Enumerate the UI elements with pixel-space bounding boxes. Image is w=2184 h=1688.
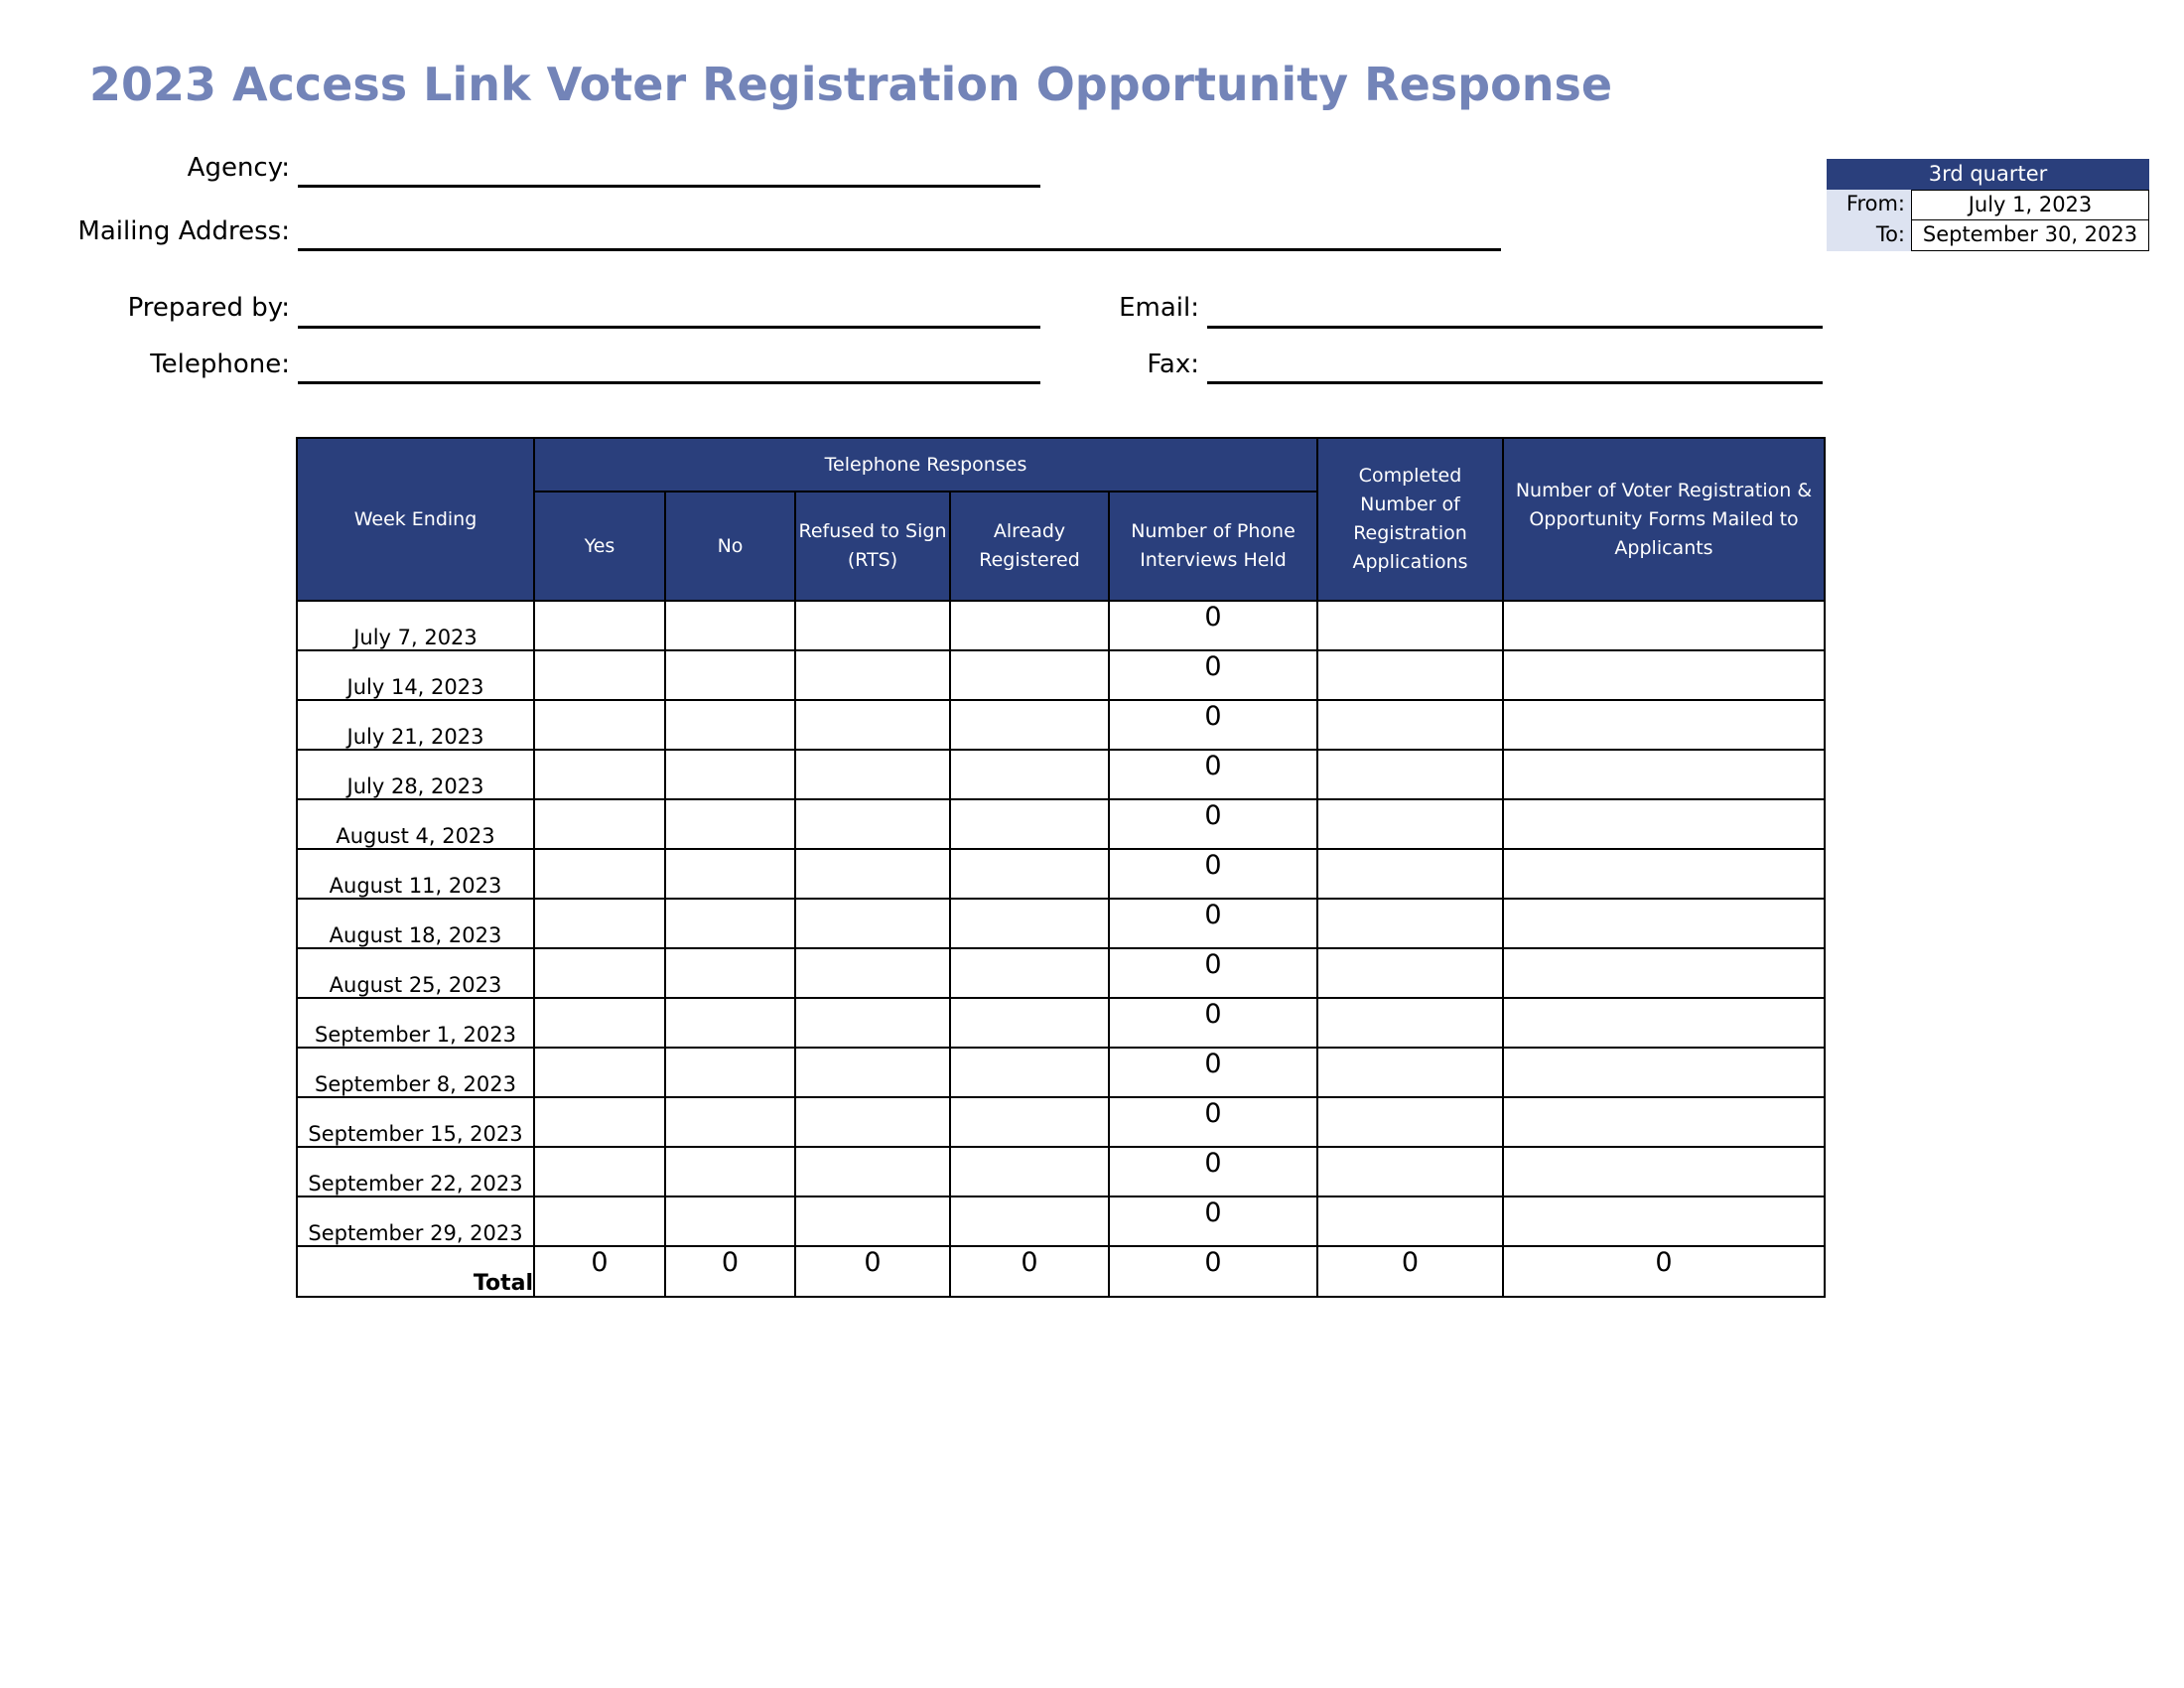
- forms-mailed-cell[interactable]: [1503, 650, 1825, 700]
- table-row: [297, 1097, 1825, 1147]
- yes-cell[interactable]: [534, 948, 665, 998]
- completed-applications-cell[interactable]: [1317, 650, 1503, 700]
- table-row: [297, 1048, 1825, 1097]
- table-row: [297, 998, 1825, 1048]
- forms-mailed-header: Number of Voter Registration & Opportunity Forms Mailed to Applicants: [1503, 438, 1825, 601]
- quarter-title: 3rd quarter: [1827, 159, 2149, 190]
- completed-applications-cell[interactable]: [1317, 998, 1503, 1048]
- refused-cell[interactable]: [795, 1097, 950, 1147]
- phone-interviews-cell: 0: [1109, 1048, 1317, 1097]
- telephone-responses-header: Telephone Responses: [534, 438, 1317, 492]
- yes-cell[interactable]: [534, 750, 665, 799]
- no-cell[interactable]: [665, 1048, 795, 1097]
- refused-cell[interactable]: [795, 849, 950, 899]
- no-cell[interactable]: [665, 650, 795, 700]
- telephone-label: Telephone:: [150, 350, 290, 379]
- phone-interviews-cell: 0: [1109, 601, 1317, 650]
- already-registered-cell[interactable]: [950, 700, 1109, 750]
- forms-mailed-cell[interactable]: [1503, 1147, 1825, 1196]
- week-ending-cell: August 18, 2023: [297, 899, 534, 948]
- week-ending-cell: July 7, 2023: [297, 601, 534, 650]
- completed-applications-cell[interactable]: [1317, 948, 1503, 998]
- forms-mailed-cell[interactable]: [1503, 799, 1825, 849]
- completed-applications-cell[interactable]: [1317, 700, 1503, 750]
- phone-interviews-cell: 0: [1109, 948, 1317, 998]
- yes-cell[interactable]: [534, 601, 665, 650]
- week-ending-cell: July 21, 2023: [297, 700, 534, 750]
- agency-field[interactable]: [298, 185, 1040, 188]
- already-registered-cell[interactable]: [950, 849, 1109, 899]
- phone-interviews-cell: 0: [1109, 650, 1317, 700]
- yes-header: Yes: [534, 492, 665, 601]
- refused-cell[interactable]: [795, 799, 950, 849]
- agency-label: Agency:: [187, 153, 290, 183]
- refused-cell[interactable]: [795, 948, 950, 998]
- total-row: [297, 1246, 1825, 1297]
- quarter-box: [1827, 159, 2149, 251]
- already-registered-cell[interactable]: [950, 650, 1109, 700]
- total-label: Total: [297, 1246, 534, 1297]
- completed-applications-cell[interactable]: [1317, 1048, 1503, 1097]
- no-cell[interactable]: [665, 899, 795, 948]
- refused-cell[interactable]: [795, 1147, 950, 1196]
- forms-mailed-cell[interactable]: [1503, 849, 1825, 899]
- already-registered-header: Already Registered: [950, 492, 1109, 601]
- page-title: 2023 Access Link Voter Registration Opportunity Response: [89, 58, 1613, 111]
- yes-cell[interactable]: [534, 899, 665, 948]
- phone-interviews-cell: 0: [1109, 998, 1317, 1048]
- no-header: No: [665, 492, 795, 601]
- no-cell[interactable]: [665, 1097, 795, 1147]
- yes-cell[interactable]: [534, 700, 665, 750]
- phone-interviews-cell: 0: [1109, 1097, 1317, 1147]
- total-phone-interviews: 0: [1109, 1246, 1317, 1297]
- no-cell[interactable]: [665, 998, 795, 1048]
- prepared-by-field[interactable]: [298, 326, 1040, 329]
- phone-interviews-cell: 0: [1109, 700, 1317, 750]
- already-registered-cell[interactable]: [950, 1147, 1109, 1196]
- refused-cell[interactable]: [795, 601, 950, 650]
- week-ending-cell: September 22, 2023: [297, 1147, 534, 1196]
- no-cell[interactable]: [665, 601, 795, 650]
- no-cell[interactable]: [665, 1196, 795, 1246]
- to-date: September 30, 2023: [1911, 220, 2149, 251]
- yes-cell[interactable]: [534, 650, 665, 700]
- total-forms-mailed: 0: [1503, 1246, 1825, 1297]
- phone-interviews-header: Number of Phone Interviews Held: [1109, 492, 1317, 601]
- yes-cell[interactable]: [534, 849, 665, 899]
- table-row: [297, 700, 1825, 750]
- already-registered-cell[interactable]: [950, 601, 1109, 650]
- already-registered-cell[interactable]: [950, 899, 1109, 948]
- week-ending-cell: September 1, 2023: [297, 998, 534, 1048]
- total-no: 0: [665, 1246, 795, 1297]
- no-cell[interactable]: [665, 799, 795, 849]
- forms-mailed-cell[interactable]: [1503, 948, 1825, 998]
- total-yes: 0: [534, 1246, 665, 1297]
- week-ending-cell: July 14, 2023: [297, 650, 534, 700]
- fax-label: Fax:: [1147, 350, 1199, 379]
- no-cell[interactable]: [665, 849, 795, 899]
- yes-cell[interactable]: [534, 1147, 665, 1196]
- week-ending-cell: July 28, 2023: [297, 750, 534, 799]
- total-refused: 0: [795, 1246, 950, 1297]
- prepared-by-label: Prepared by:: [127, 293, 290, 323]
- forms-mailed-cell[interactable]: [1503, 750, 1825, 799]
- total-already-registered: 0: [950, 1246, 1109, 1297]
- mailing-address-label: Mailing Address:: [77, 216, 290, 246]
- yes-cell[interactable]: [534, 1048, 665, 1097]
- already-registered-cell[interactable]: [950, 1048, 1109, 1097]
- already-registered-cell[interactable]: [950, 1097, 1109, 1147]
- week-ending-cell: August 25, 2023: [297, 948, 534, 998]
- completed-applications-cell[interactable]: [1317, 799, 1503, 849]
- refused-cell[interactable]: [795, 1196, 950, 1246]
- refused-cell[interactable]: [795, 998, 950, 1048]
- table-row: [297, 799, 1825, 849]
- completed-applications-cell[interactable]: [1317, 1097, 1503, 1147]
- table-row: [297, 1147, 1825, 1196]
- no-cell[interactable]: [665, 750, 795, 799]
- completed-applications-header: Completed Number of Registration Applications: [1317, 438, 1503, 601]
- phone-interviews-cell: 0: [1109, 849, 1317, 899]
- from-date: July 1, 2023: [1911, 190, 2149, 220]
- total-completed-applications: 0: [1317, 1246, 1503, 1297]
- already-registered-cell[interactable]: [950, 799, 1109, 849]
- yes-cell[interactable]: [534, 799, 665, 849]
- from-label: From:: [1827, 190, 1911, 220]
- table-row: [297, 601, 1825, 650]
- mailing-address-field[interactable]: [298, 248, 1501, 251]
- phone-interviews-cell: 0: [1109, 799, 1317, 849]
- completed-applications-cell[interactable]: [1317, 899, 1503, 948]
- no-cell[interactable]: [665, 948, 795, 998]
- forms-mailed-cell[interactable]: [1503, 601, 1825, 650]
- completed-applications-cell[interactable]: [1317, 750, 1503, 799]
- refused-header: Refused to Sign (RTS): [795, 492, 950, 601]
- phone-interviews-cell: 0: [1109, 1147, 1317, 1196]
- refused-cell[interactable]: [795, 700, 950, 750]
- week-ending-cell: September 29, 2023: [297, 1196, 534, 1246]
- forms-mailed-cell[interactable]: [1503, 899, 1825, 948]
- forms-mailed-cell[interactable]: [1503, 700, 1825, 750]
- yes-cell[interactable]: [534, 998, 665, 1048]
- already-registered-cell[interactable]: [950, 948, 1109, 998]
- refused-cell[interactable]: [795, 899, 950, 948]
- table-row: [297, 849, 1825, 899]
- forms-mailed-cell[interactable]: [1503, 998, 1825, 1048]
- refused-cell[interactable]: [795, 1048, 950, 1097]
- forms-mailed-cell[interactable]: [1503, 1097, 1825, 1147]
- yes-cell[interactable]: [534, 1097, 665, 1147]
- phone-interviews-cell: 0: [1109, 750, 1317, 799]
- week-ending-cell: September 15, 2023: [297, 1097, 534, 1147]
- no-cell[interactable]: [665, 700, 795, 750]
- email-label: Email:: [1119, 293, 1199, 323]
- forms-mailed-cell[interactable]: [1503, 1048, 1825, 1097]
- completed-applications-cell[interactable]: [1317, 849, 1503, 899]
- table-row: [297, 899, 1825, 948]
- phone-interviews-cell: 0: [1109, 1196, 1317, 1246]
- table-row: [297, 750, 1825, 799]
- completed-applications-cell[interactable]: [1317, 1147, 1503, 1196]
- already-registered-cell[interactable]: [950, 998, 1109, 1048]
- forms-mailed-cell[interactable]: [1503, 1196, 1825, 1246]
- refused-cell[interactable]: [795, 750, 950, 799]
- week-ending-cell: August 4, 2023: [297, 799, 534, 849]
- fax-field[interactable]: [1207, 381, 1823, 384]
- telephone-field[interactable]: [298, 381, 1040, 384]
- table-row: [297, 650, 1825, 700]
- responses-table: [296, 437, 1826, 1298]
- week-ending-cell: August 11, 2023: [297, 849, 534, 899]
- table-row: [297, 1196, 1825, 1246]
- completed-applications-cell[interactable]: [1317, 601, 1503, 650]
- phone-interviews-cell: 0: [1109, 899, 1317, 948]
- no-cell[interactable]: [665, 1147, 795, 1196]
- week-ending-header: Week Ending: [297, 438, 534, 601]
- already-registered-cell[interactable]: [950, 750, 1109, 799]
- yes-cell[interactable]: [534, 1196, 665, 1246]
- to-label: To:: [1827, 220, 1911, 251]
- completed-applications-cell[interactable]: [1317, 1196, 1503, 1246]
- week-ending-cell: September 8, 2023: [297, 1048, 534, 1097]
- email-field[interactable]: [1207, 326, 1823, 329]
- table-row: [297, 948, 1825, 998]
- refused-cell[interactable]: [795, 650, 950, 700]
- already-registered-cell[interactable]: [950, 1196, 1109, 1246]
